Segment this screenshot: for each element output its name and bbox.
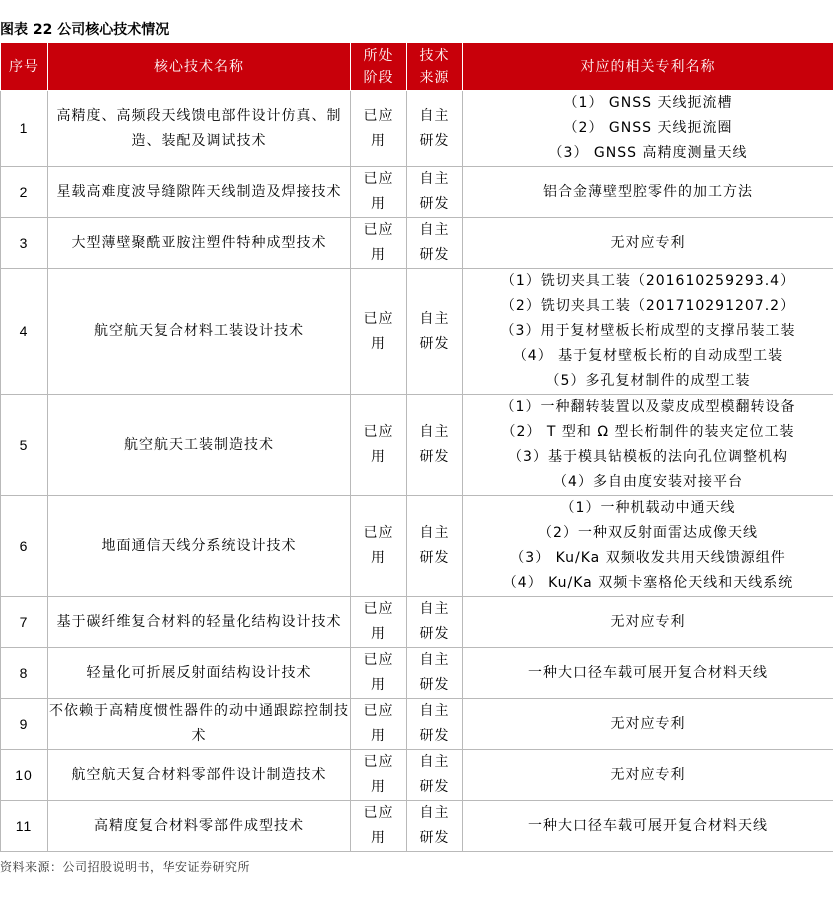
patent-item: 无对应专利 [610,715,686,732]
source-cell [407,218,463,269]
source-cell [407,269,463,395]
table-row [1,801,833,852]
header-patents: 对应的相关专利名称 [463,43,833,91]
patent-item: （1） GNSS 天线扼流槽 [563,95,733,111]
patent-item: 一种大口径车载可展开复合材料天线 [528,664,768,681]
core-tech-table [0,42,833,852]
stage-line: 已应 [363,601,394,617]
source-line: 自主 [419,754,450,770]
source-cell [407,167,463,218]
row-number: 9 [1,699,48,750]
source-note: 资料来源：公司招股说明书，华安证券研究所 [0,860,251,874]
patents-cell [463,496,833,597]
patents-cell [463,597,833,648]
stage-line: 用 [371,335,386,352]
patents-cell [463,699,833,750]
table-row [1,269,833,395]
row-number: 6 [1,496,48,597]
stage-cell [351,750,407,801]
tech-name: 高精度、高频段天线馈电部件设计仿真、制造、装配及调试技术 [48,91,351,167]
tech-name: 大型薄壁聚酰亚胺注塑件特种成型技术 [48,218,351,269]
patent-item: 无对应专利 [610,613,686,630]
stage-cell [351,496,407,597]
patent-item: 无对应专利 [610,766,686,783]
source-line: 研发 [419,626,450,642]
patents-cell [463,395,833,496]
stage-cell [351,699,407,750]
stage-line: 用 [371,550,386,566]
source-cell [407,91,463,167]
stage-cell [351,269,407,395]
stage-line: 已应 [363,424,394,440]
stage-line: 已应 [363,525,394,541]
stage-cell [351,395,407,496]
patent-item: （2）铣切夹具工装（201710291207.2） [500,298,796,314]
patent-item: （2）一种双反射面雷达成像天线 [538,525,758,541]
source-line: 自主 [419,310,450,327]
tech-name: 轻量化可折展反射面结构设计技术 [48,648,351,699]
row-number: 2 [1,167,48,218]
header-source-line: 来源 [419,69,450,86]
patent-item: （1）铣切夹具工装（201610259293.4） [500,273,796,289]
patents-cell [463,167,833,218]
patent-item: （3）基于模具钻模板的法向孔位调整机构 [508,449,788,465]
table-row [1,750,833,801]
header-tech: 核心技术名称 [48,43,351,91]
source-line: 研发 [419,830,450,846]
stage-line: 已应 [363,310,394,327]
tech-name: 地面通信天线分系统设计技术 [48,496,351,597]
table-row [1,496,833,597]
source-cell [407,597,463,648]
source-line: 自主 [419,424,450,440]
patent-item: （4） Ku/Ka 双频卡塞格伦天线和天线系统 [502,575,794,591]
source-cell [407,648,463,699]
patents-cell [463,218,833,269]
patent-item: 一种大口径车载可展开复合材料天线 [528,817,768,834]
row-number: 10 [1,750,48,801]
stage-cell [351,648,407,699]
patent-item: （3） GNSS 高精度测量天线 [548,145,748,161]
header-stage-line: 所处 [363,47,394,64]
header-source-line: 技术 [419,47,450,64]
table-header-row [1,43,833,91]
source-line: 研发 [419,247,450,263]
patent-item: （1）一种机载动中通天线 [560,500,736,516]
source-line: 研发 [419,728,450,744]
row-number: 11 [1,801,48,852]
source-cell [407,699,463,750]
figure-title: 图表 22 公司核心技术情况 [0,22,170,38]
source-line: 研发 [419,196,450,212]
patent-item: （3）用于复材壁板长桁成型的支撑吊装工装 [500,323,796,339]
table-body [1,91,833,852]
patents-cell [463,648,833,699]
source-line: 自主 [419,805,450,821]
table-row [1,91,833,167]
tech-name: 星载高难度波导缝隙阵天线制造及焊接技术 [48,167,351,218]
stage-line: 用 [371,677,386,693]
stage-line: 用 [371,830,386,846]
source-line: 自主 [419,171,450,187]
patent-item: （2） GNSS 天线扼流圈 [563,120,733,136]
source-cell [407,496,463,597]
source-line: 研发 [419,550,450,566]
patent-item: （1）一种翻转装置以及蒙皮成型模翻转设备 [500,399,796,415]
patent-item: （4）多自由度安装对接平台 [553,474,743,490]
source-line: 自主 [419,525,450,541]
source-cell [407,801,463,852]
table-row [1,648,833,699]
stage-line: 用 [371,728,386,744]
header-source [407,43,463,91]
tech-name: 航空航天复合材料工装设计技术 [48,269,351,395]
source-line: 自主 [419,107,450,124]
table-row [1,395,833,496]
table-row [1,218,833,269]
stage-line: 已应 [363,107,394,124]
stage-cell [351,167,407,218]
tech-name: 航空航天工装制造技术 [48,395,351,496]
tech-name: 基于碳纤维复合材料的轻量化结构设计技术 [48,597,351,648]
table-row [1,699,833,750]
source-line: 研发 [419,335,450,352]
stage-line: 用 [371,196,386,212]
patent-item: 无对应专利 [610,234,686,251]
stage-line: 已应 [363,805,394,821]
stage-line: 已应 [363,754,394,770]
table-row [1,597,833,648]
tech-name: 航空航天复合材料零部件设计制造技术 [48,750,351,801]
stage-line: 用 [371,779,386,795]
patent-item: （3） Ku/Ka 双频收发共用天线馈源组件 [510,550,786,566]
header-stage [351,43,407,91]
row-number: 1 [1,91,48,167]
patents-cell [463,750,833,801]
patent-item: （5）多孔复材制件的成型工装 [545,373,751,389]
row-number: 7 [1,597,48,648]
stage-line: 已应 [363,652,394,668]
stage-cell [351,597,407,648]
patents-cell [463,269,833,395]
table-row [1,167,833,218]
stage-cell [351,218,407,269]
source-line: 研发 [419,132,450,149]
stage-line: 用 [371,626,386,642]
stage-cell [351,91,407,167]
stage-line: 用 [371,449,386,465]
stage-line: 已应 [363,171,394,187]
source-line: 自主 [419,703,450,719]
header-seq: 序号 [1,43,48,91]
patent-item: （2） T 型和 Ω 型长桁制件的装夹定位工装 [501,424,795,440]
row-number: 3 [1,218,48,269]
patents-cell [463,801,833,852]
stage-line: 用 [371,132,386,149]
patents-cell [463,91,833,167]
source-cell [407,750,463,801]
source-line: 自主 [419,222,450,238]
source-cell [407,395,463,496]
header-stage-line: 阶段 [363,69,394,86]
patent-item: （4） 基于复材壁板长桁的自动成型工装 [512,348,784,364]
tech-name: 高精度复合材料零部件成型技术 [48,801,351,852]
stage-cell [351,801,407,852]
source-line: 研发 [419,779,450,795]
patent-item: 铝合金薄壁型腔零件的加工方法 [543,183,753,200]
source-line: 自主 [419,652,450,668]
row-number: 8 [1,648,48,699]
stage-line: 用 [371,247,386,263]
source-line: 研发 [419,449,450,465]
row-number: 4 [1,269,48,395]
source-line: 自主 [419,601,450,617]
source-line: 研发 [419,677,450,693]
stage-line: 已应 [363,222,394,238]
row-number: 5 [1,395,48,496]
tech-name: 不依赖于高精度惯性器件的动中通跟踪控制技术 [48,699,351,750]
stage-line: 已应 [363,703,394,719]
